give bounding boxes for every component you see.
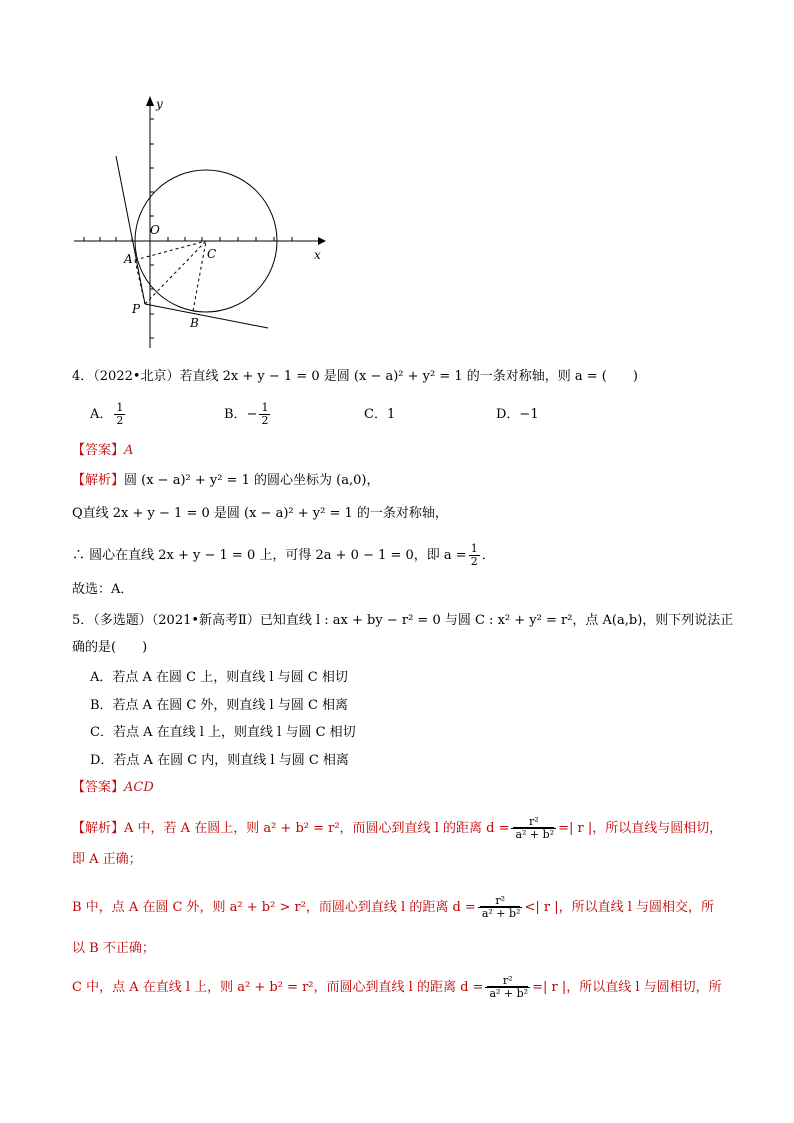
q5-analysis-a-fraction: $\frac{\text{r²}}{\text{a² + b²}}$ bbox=[511, 816, 556, 841]
y-axis-arrow bbox=[146, 96, 154, 106]
axis-x-label: x bbox=[314, 248, 321, 262]
point-a-label: A bbox=[124, 252, 133, 266]
q5-option-c: C．若点 A 在直线 l 上，则直线 l 与圆 C 相切 bbox=[90, 725, 356, 740]
segment-pc bbox=[145, 241, 206, 304]
q4-option-c: C．1 bbox=[364, 407, 396, 422]
q5-stem-1: 5．（多选题）（2021•新高考Ⅱ）已知直线 l : ax + by − r² = 0 与圆 C : x² + y² = r²，点 A(a,b)，则下列说法正 bbox=[72, 613, 734, 628]
q4-analysis-fraction: $\frac{1}{2}$ bbox=[470, 542, 478, 568]
q5-analysis-b-fraction: $\frac{\text{r²}}{\text{a² + b²}}$ bbox=[478, 895, 523, 920]
point-o-label: O bbox=[150, 223, 160, 237]
point-p-label: P bbox=[132, 302, 141, 316]
q5-stem-2: 确的是( ) bbox=[72, 640, 148, 655]
q4-option-a-fraction: $\frac{1}{2}$ bbox=[116, 401, 124, 427]
q5-analysis-b-cont: 以 B 不正确； bbox=[72, 941, 155, 956]
q4-option-b-fraction: $\frac{1}{2}$ bbox=[261, 401, 269, 427]
q5-analysis-b: B 中，点 A 在圆 C 外，则 a² + b² > r²，而圆心到直线 l 的距离 d = $\frac{\text{r²}}{\text{a² + b²}}$ <| r |，所以直线 l 与圆相交，所 bbox=[72, 894, 715, 920]
q5-analysis-a-cont: 即 A 正确； bbox=[72, 852, 142, 867]
geometry-figure bbox=[70, 92, 330, 354]
x-axis-arrow bbox=[318, 237, 326, 245]
q5-answer: 【答案】ACD bbox=[72, 780, 154, 795]
q4-option-b bbox=[224, 402, 272, 427]
tangent-line-pa bbox=[116, 156, 145, 304]
segment-bc bbox=[193, 241, 206, 311]
point-b-label: B bbox=[190, 316, 199, 330]
q4-option-b-prefix: B．− bbox=[224, 407, 258, 422]
q5-option-a: A．若点 A 在圆 C 上，则直线 l 与圆 C 相切 bbox=[90, 670, 348, 685]
q4-choose: 故选：A． bbox=[72, 582, 134, 597]
q4-answer: 【答案】A bbox=[72, 443, 134, 458]
q4-option-d: D．−1 bbox=[496, 407, 539, 422]
q4-analysis-2: Q直线 2x + y − 1 = 0 是圆 (x − a)² + y² = 1 的一条对称轴， bbox=[72, 506, 448, 521]
q4-analysis-3: ∴ 圆心在直线 2x + y − 1 = 0 上，可得 2a + 0 − 1 = 0，即 a = $\frac{1}{2}$ ． bbox=[72, 542, 495, 568]
x-ticks bbox=[84, 237, 292, 241]
q4-option-a bbox=[90, 402, 127, 427]
point-c-label: C bbox=[207, 247, 217, 261]
q4-stem: 4．（2022•北京）若直线 2x + y − 1 = 0 是圆 (x − a)² + y² = 1 的一条对称轴，则 a = ( ) bbox=[72, 369, 638, 384]
q5-analysis-c: C 中，点 A 在直线 l 上，则 a² + b² = r²，而圆心到直线 l 的距离 d = $\frac{\text{r²}}{\text{a² + b²}}$ =| r |，所以直线 l 与圆相切，所 bbox=[72, 974, 722, 1000]
q4-option-a-prefix: A． bbox=[90, 407, 113, 422]
axis-y-label: y bbox=[156, 97, 163, 111]
segment-ac bbox=[135, 241, 206, 260]
q5-analysis-c-fraction: $\frac{\text{r²}}{\text{a² + b²}}$ bbox=[485, 975, 530, 1000]
tangent-line-pb bbox=[145, 304, 268, 328]
q5-analysis-a: 【解析】A 中，若 A 在圆上，则 a² + b² = r²，而圆心到直线 l 的距离 d = $\frac{\text{r²}}{\text{a² + b²}}$ =| r |，所以直线与圆相切， bbox=[72, 815, 723, 841]
q5-option-b: B．若点 A 在圆 C 外，则直线 l 与圆 C 相离 bbox=[90, 698, 349, 713]
q4-analysis-1: 【解析】圆 (x − a)² + y² = 1 的圆心坐标为 (a,0)， bbox=[72, 473, 380, 488]
q5-option-d: D．若点 A 在圆 C 内，则直线 l 与圆 C 相离 bbox=[90, 753, 349, 768]
